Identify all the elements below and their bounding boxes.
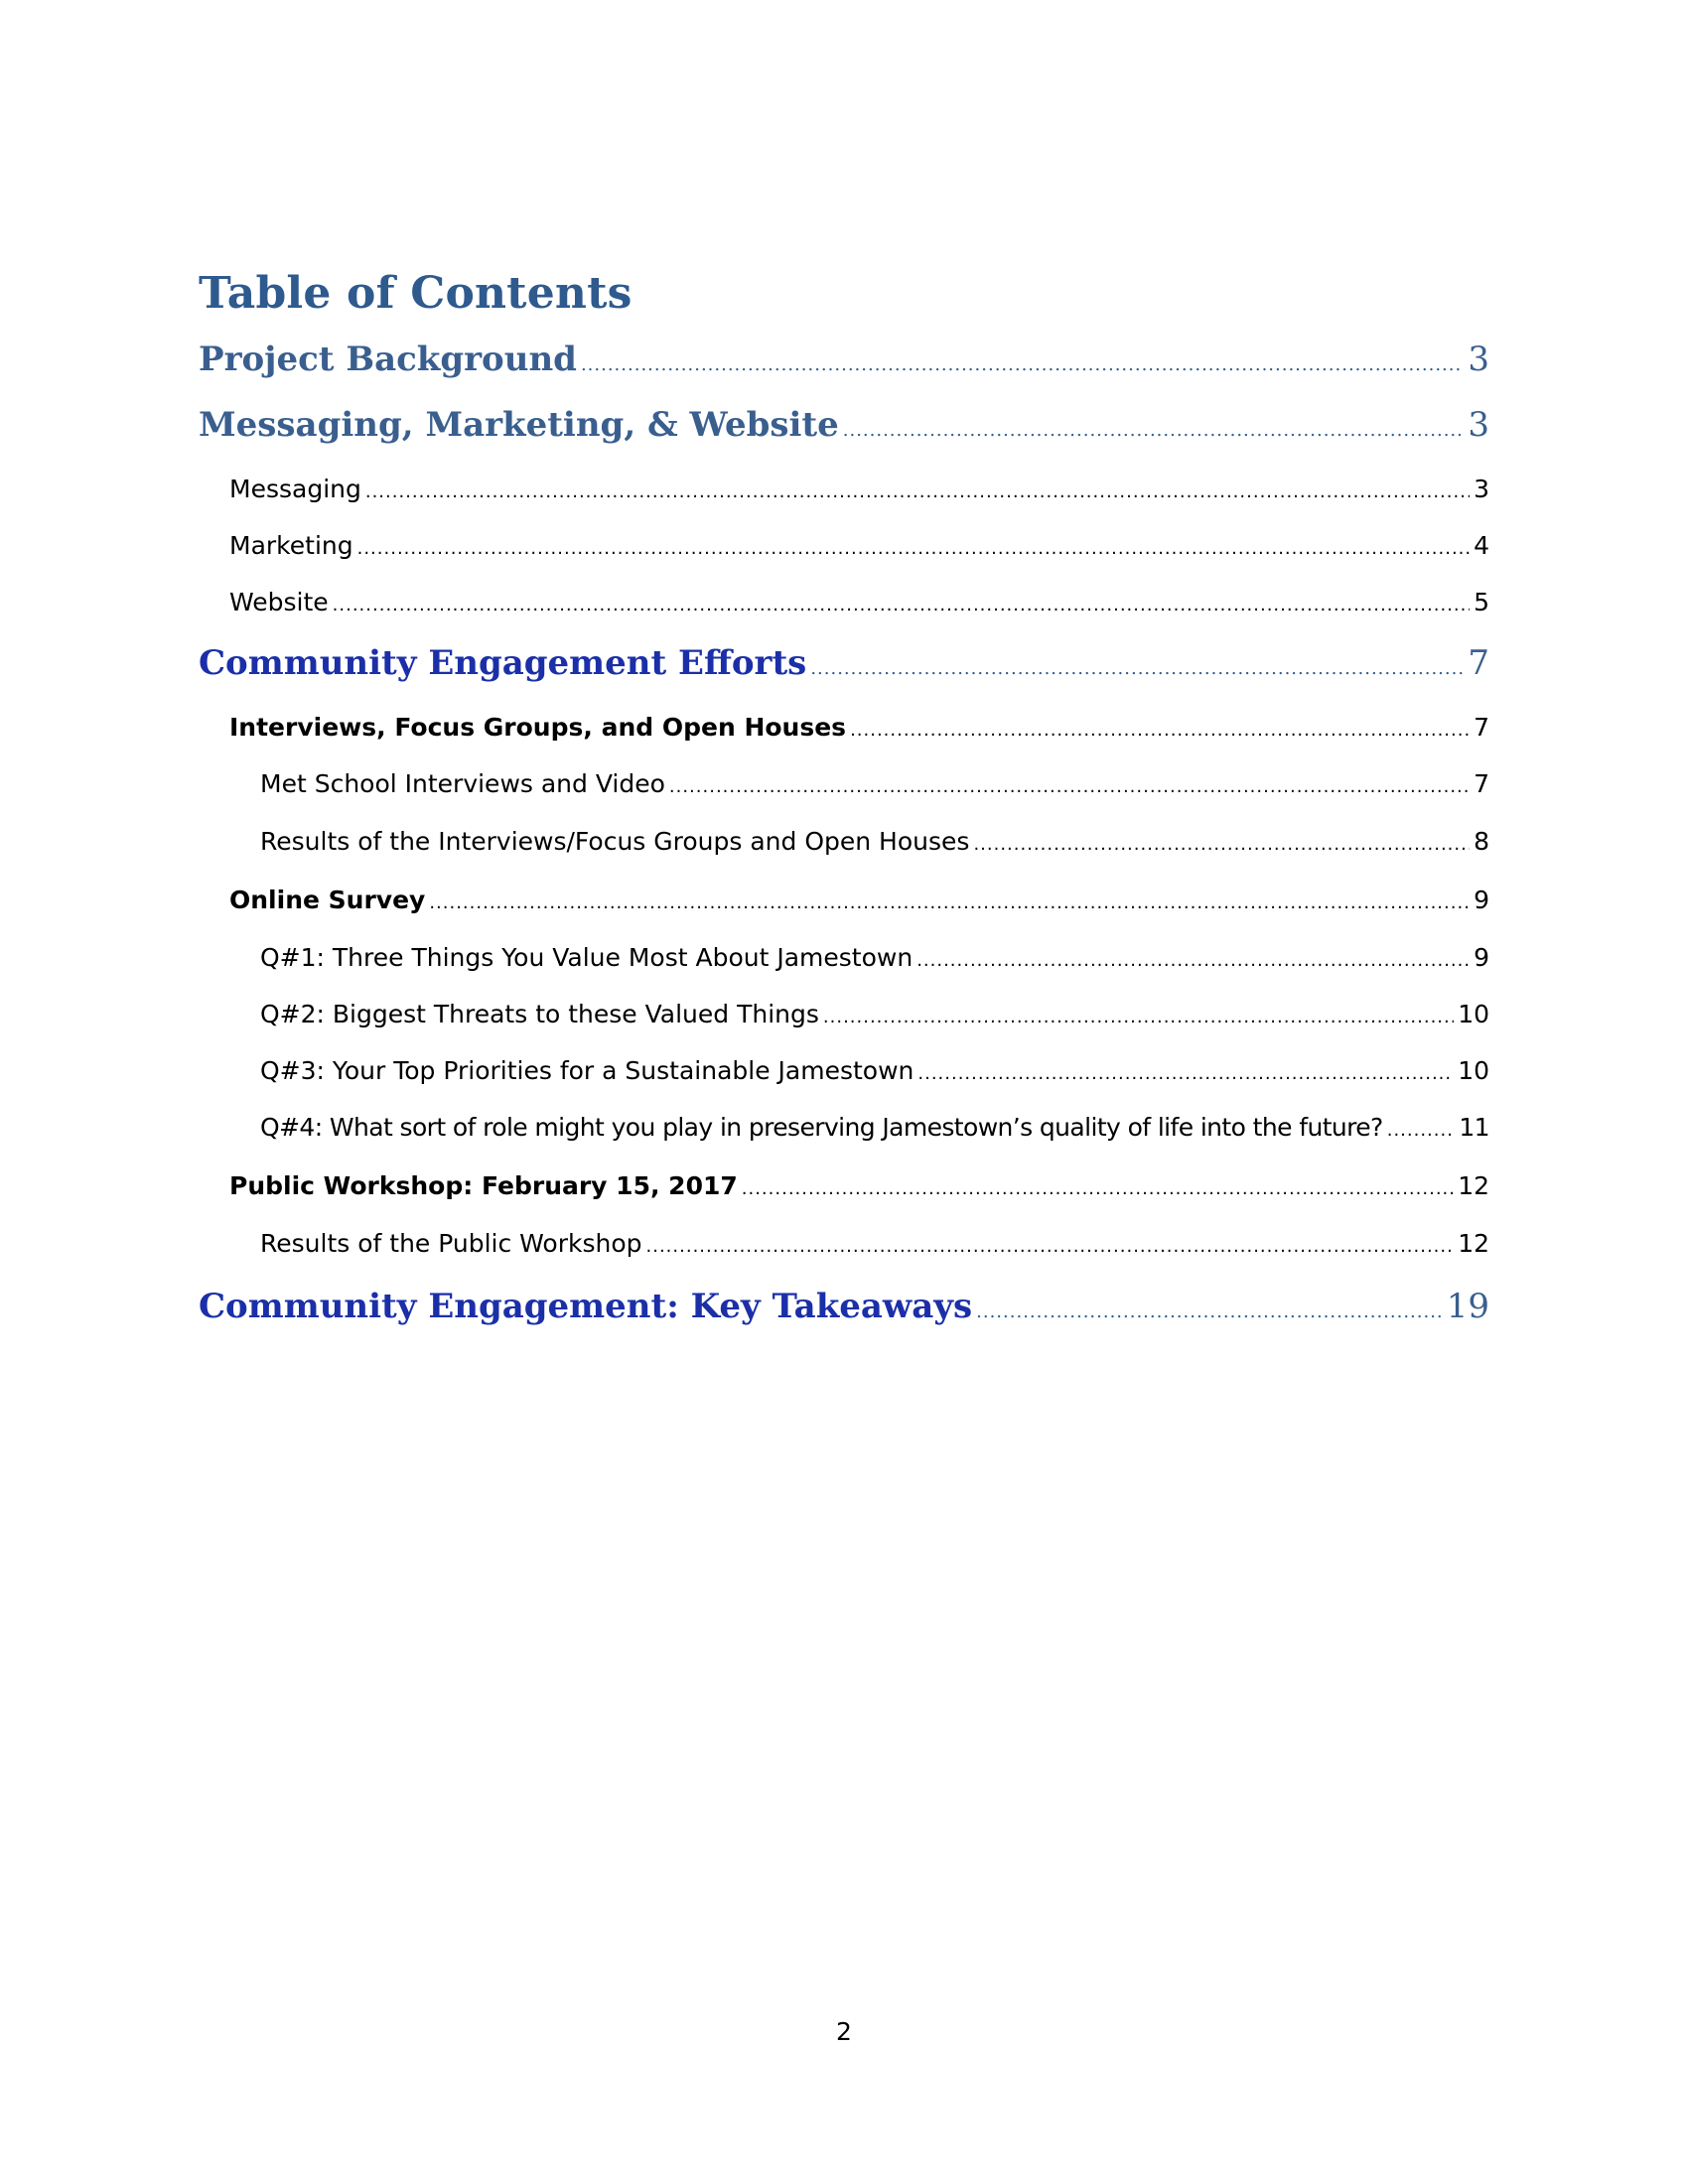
toc-page-number: 7 [1468,643,1489,683]
toc-entry-messaging-marketing-website[interactable] [199,405,1489,445]
toc-dot-leader [1387,1120,1456,1141]
toc-entry-marketing[interactable] [229,531,1489,560]
page-number: 2 [836,2017,852,2046]
toc-entry-label: Q#3: Your Top Priorities for a Sustainable Jamestown [260,1056,914,1085]
toc-entry-label: Messaging [229,475,361,503]
toc-entry-messaging[interactable] [229,475,1489,503]
toc-title: Table of Contents [199,268,633,319]
toc-page-number: 8 [1474,827,1489,856]
toc-entry-website[interactable] [229,588,1489,616]
toc-dot-leader [581,354,1464,375]
toc-entry-label: Community Engagement: Key Takeaways [199,1287,973,1326]
toc-dot-leader [646,1236,1455,1257]
toc-entry-project-background[interactable] [199,340,1489,379]
toc-entry-label: Q#2: Biggest Threats to these Valued Things [260,1000,819,1028]
toc-dot-leader [917,1063,1454,1084]
toc-entry-results-interviews[interactable] [260,827,1489,856]
toc-entry-label: Q#4: What sort of role might you play in preserving Jamestown’s quality of life into the future? [260,1113,1383,1142]
toc-dot-leader [333,595,1470,615]
toc-dot-leader [669,776,1470,797]
toc-dot-leader [843,420,1465,441]
toc-page-number: 19 [1446,1287,1489,1326]
toc-page-number: 11 [1459,1113,1489,1142]
toc-entry-label: Results of the Public Workshop [260,1229,642,1258]
toc-entry-label: Results of the Interviews/Focus Groups and Open Houses [260,827,970,856]
toc-dot-leader [357,538,1470,559]
toc-dot-leader [810,658,1464,679]
toc-dot-leader [916,950,1470,971]
toc-entry-label: Project Background [199,340,577,379]
toc-entry-label: Marketing [229,531,353,560]
toc-entry-community-engagement-efforts[interactable] [199,643,1489,683]
toc-page-number: 4 [1474,531,1489,560]
toc-entry-public-workshop[interactable] [229,1171,1489,1200]
toc-page-number: 12 [1458,1229,1489,1258]
toc-dot-leader [429,892,1470,913]
toc-entry-label: Online Survey [229,886,426,914]
toc-page-number: 10 [1458,1056,1489,1085]
toc-page-number: 5 [1474,588,1489,616]
toc-dot-leader [365,481,1470,502]
toc-entry-label: Met School Interviews and Video [260,769,665,798]
toc-entry-label: Interviews, Focus Groups, and Open Houses [229,713,847,742]
toc-page-number: 12 [1458,1171,1489,1200]
toc-entry-q3[interactable] [260,1056,1489,1085]
toc-page-number: 3 [1468,340,1489,379]
toc-entry-key-takeaways[interactable] [199,1287,1489,1326]
toc-dot-leader [976,1301,1443,1322]
toc-entry-online-survey[interactable] [229,886,1489,914]
toc-entry-q4[interactable] [260,1113,1489,1142]
toc-entry-label: Q#1: Three Things You Value Most About Jamestown [260,943,914,972]
toc-page-number: 9 [1474,943,1489,972]
toc-page-number: 7 [1474,769,1489,798]
toc-entry-label: Public Workshop: February 15, 2017 [229,1171,738,1200]
toc-entry-q2[interactable] [260,1000,1489,1028]
toc-page-number: 3 [1468,405,1489,445]
toc-entry-results-public-workshop[interactable] [260,1229,1489,1258]
toc-entry-label: Community Engagement Efforts [199,643,807,683]
toc-dot-leader [742,1178,1454,1199]
toc-entry-label: Website [229,588,329,616]
toc-dot-leader [973,834,1470,855]
toc-entry-met-school-interviews[interactable] [260,769,1489,798]
toc-entry-interviews-focus-groups[interactable] [229,713,1489,742]
toc-dot-leader [823,1007,1454,1027]
toc-entry-label: Messaging, Marketing, & Website [199,405,839,445]
toc-page-number: 9 [1474,886,1489,914]
toc-entry-q1[interactable] [260,943,1489,972]
toc-page-number: 7 [1474,713,1489,742]
toc-dot-leader [850,720,1470,741]
toc-page-number: 10 [1458,1000,1489,1028]
toc-page-number: 3 [1474,475,1489,503]
